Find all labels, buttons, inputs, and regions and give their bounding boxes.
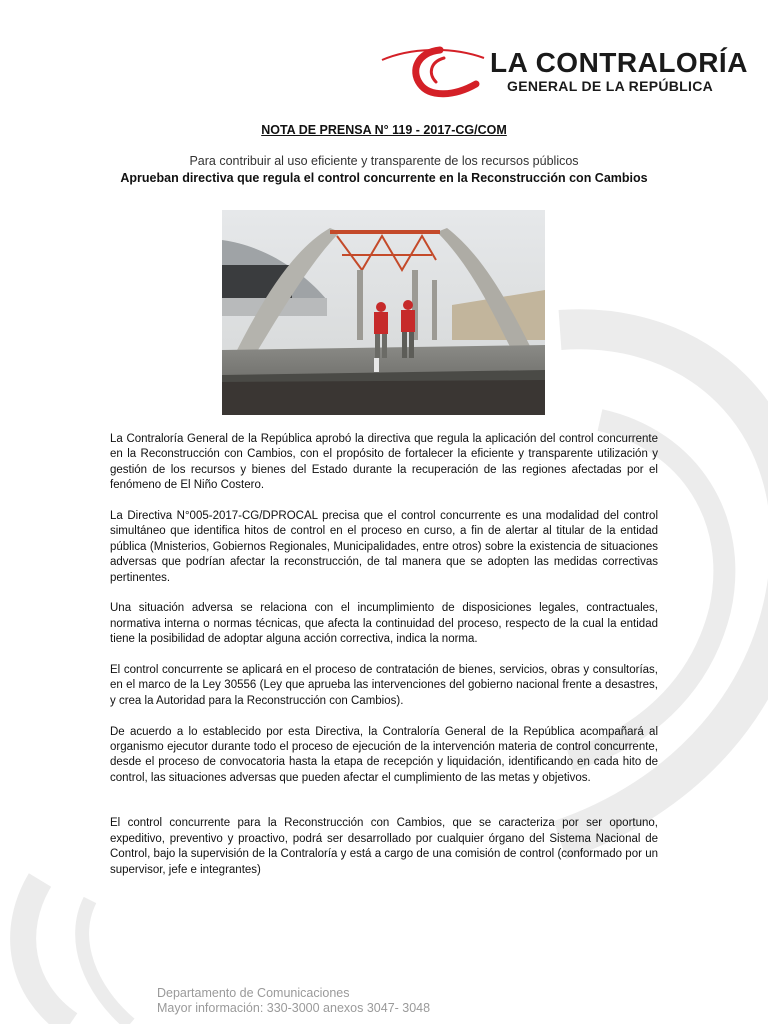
bridge-photo-icon	[222, 210, 545, 415]
article-body	[110, 432, 658, 893]
contraloria-logo	[380, 40, 748, 105]
press-note-number: NOTA DE PRENSA N° 119 - 2017-CG/COM	[261, 123, 507, 137]
logo-swoosh-icon	[380, 40, 490, 105]
footer-contact: Mayor información: 330-3000 anexos 3047- 3048	[157, 1001, 431, 1015]
paragraph: Una situación adversa se relaciona con el incumplimiento de disposiciones legales, contractuales, normativa interna o normas técnicas, que afecta la continuidad del proceso, respecto de la cual la entidad tiene la posibilidad de adoptar alguna acción correctiva, indica la norma.	[110, 602, 658, 646]
paragraph: El control concurrente se aplicará en el proceso de contratación de bienes, servicios, obras y consultorías, en el marco de la Ley 30556 (Ley que aprueba las intervenciones del gobierno nacional frente a desastres, y crea la Autoridad para la Reconstrucción con Cambios).	[110, 664, 658, 707]
logo-name: LA CONTRALORÍA	[490, 47, 748, 78]
footer-department: Departamento de Comunicaciones	[157, 986, 350, 1000]
press-note-subtitle: Para contribuir al uso eficiente y transparente de los recursos públicos	[189, 154, 579, 168]
press-note-title: Aprueban directiva que regula el control concurrente en la Reconstrucción con Cambios	[120, 171, 648, 185]
bridge-photo	[222, 210, 545, 415]
paragraph: De acuerdo a lo establecido por esta Directiva, la Contraloría General de la República acompañará al organismo ejecutor durante todo el proceso de ejecución de la intervención materia de control concurrente, desde el proceso de convocatoria hasta la etapa de recepción y liquidación, identificando en cada hito de control, las situaciones adversas que pueden afectar el cumplimiento de las metas y objetivos.	[110, 725, 658, 784]
logo-subtitle: GENERAL DE LA REPÚBLICA	[507, 78, 714, 94]
paragraph: La Directiva N°005-2017-CG/DPROCAL precisa que el control concurrente es una modalidad del control simultáneo que identifica hitos de control en el proceso en curso, a fin de alertar al titular de la entidad pública (Mnisterios, Gobiernos Regionales, Municipalidades, entre otros) sobre la existencia de situaciones adversas que podrían afectar la reconstrucción, de tal manera que se adopten las medidas correctivas pertinentes.	[110, 510, 658, 584]
paragraph: La Contraloría General de la República aprobó la directiva que regula la aplicación del control concurrente en la Reconstrucción con Cambios, con el propósito de fortalecer la eficiente y transparente utilización y gestión de los recursos y bienes del Estado durante la recuperación de las regiones afectadas por el fenómeno de El Niño Costero.	[110, 433, 658, 492]
paragraph: El control concurrente para la Reconstrucción con Cambios, que se caracteriza por ser oportuno, expeditivo, preventivo y proactivo, podrá ser desarrollado por cualquier órgano del Sistema Nacional de Control, bajo la supervisión de la Contraloría y está a cargo de una comisión de control (conformado por un supervisor, jefe e integrantes)	[110, 817, 658, 876]
footer	[157, 986, 430, 1016]
